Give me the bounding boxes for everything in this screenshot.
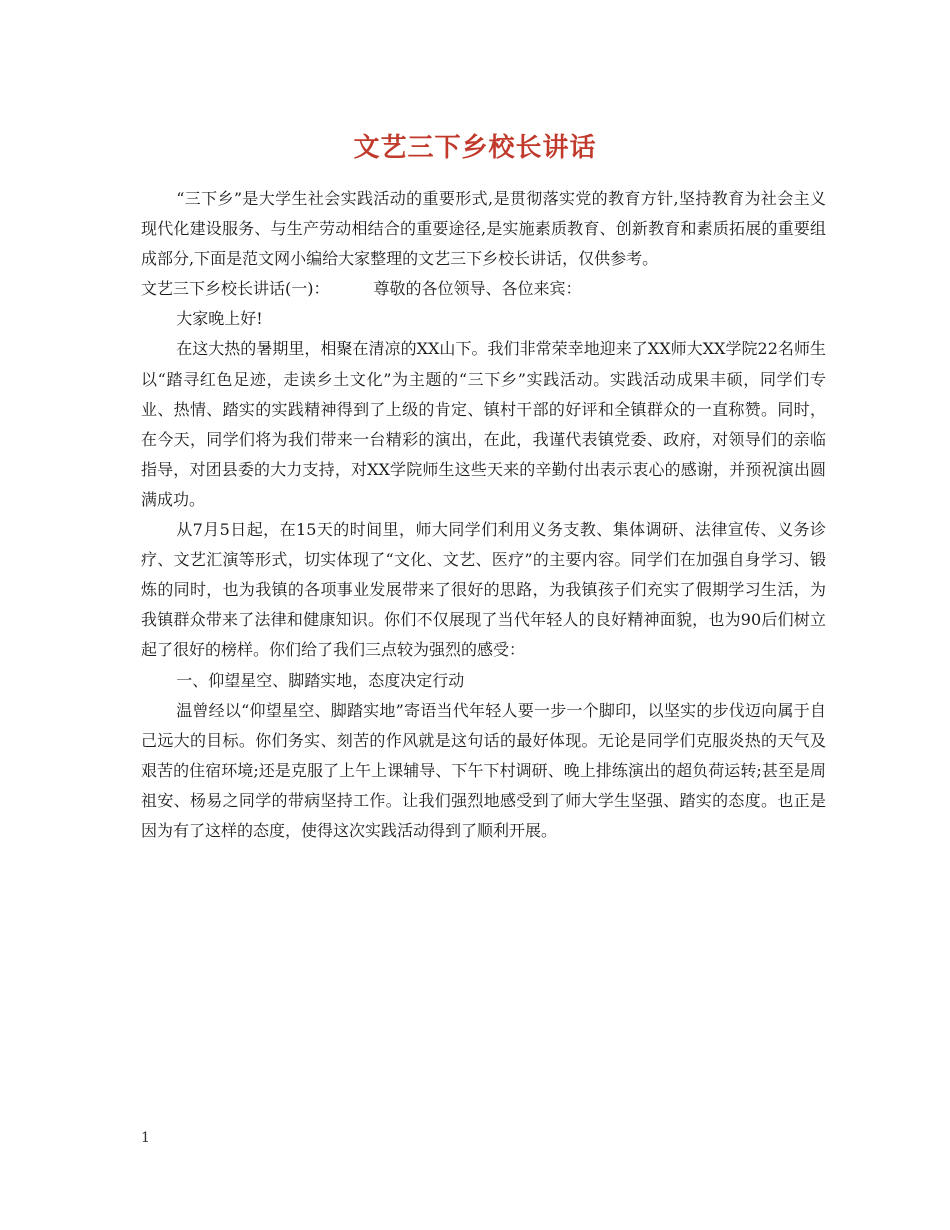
- body-paragraph-2: 从7月5日起，在15天的时间里，师大同学们利用义务支教、集体调研、法律宣传、义务诊疗、文艺汇演等形式，切实体现了“文化、文艺、医疗”的主要内容。同学们在加强自身学习、锻炼的同时，也为我镇的各项事业发展带来了很好的思路，为我镇孩子们充实了假期学习生活，为我镇群众带来了法律和健康知识。你们不仅展现了当代年轻人的良好精神面貌，也为90后们树立起了很好的榜样。你们给了我们三点较为强烈的感受：: [141, 520, 826, 660]
- speech-heading: 文艺三下乡校长讲话(一)：: [141, 279, 330, 299]
- section-paragraph: 温曾经以“仰望星空、脚踏实地”寄语当代年轻人要一步一个脚印，以坚实的步伐迈向属于自己远大的目标。你们务实、刻苦的作风就是这句话的最好体现。无论是同学们克服炎热的天气及艰苦的住宿环境;还是克服了上午上课辅导、下午下村调研、晚上排练演出的超负荷运转;甚至是周祖安、杨易之同学的带病坚持工作。让我们强烈地感受到了师大学生坚强、踏实的态度。也正是因为有了这样的态度，使得这次实践活动得到了顺利开展。: [141, 700, 826, 840]
- intro-paragraph: “三下乡”是大学生社会实践活动的重要形式,是贯彻落实党的教育方针,坚持教育为社会主义现代化建设服务、与生产劳动相结合的重要途径,是实施素质教育、创新教育和素质拓展的重要组成部分,下面是范文网小编给大家整理的文艺三下乡校长讲话，仅供参考。: [141, 189, 826, 269]
- speech-heading-line: [141, 274, 826, 304]
- greeting: 大家晚上好!: [176, 309, 263, 329]
- section-heading: 一、仰望星空、脚踏实地，态度决定行动: [176, 670, 465, 690]
- document-title: 文艺三下乡校长讲话: [353, 133, 597, 163]
- salutation: 尊敬的各位领导、各位来宾：: [373, 279, 582, 299]
- page-number: 1: [141, 1130, 150, 1146]
- document-body: [141, 184, 826, 846]
- body-paragraph-1: 在这大热的暑期里，相聚在清凉的XX山下。我们非常荣幸地迎来了XX师大XX学院22名师生以“踏寻红色足迹，走读乡土文化”为主题的“三下乡”实践活动。实践活动成果丰硕，同学们专业、热情、踏实的实践精神得到了上级的肯定、镇村干部的好评和全镇群众的一直称赞。同时，在今天，同学们将为我们带来一台精彩的演出，在此，我谨代表镇党委、政府，对领导们的亲临指导，对团县委的大力支持，对XX学院师生这些天来的辛勤付出表示衷心的感谢，并预祝演出圆满成功。: [141, 339, 826, 509]
